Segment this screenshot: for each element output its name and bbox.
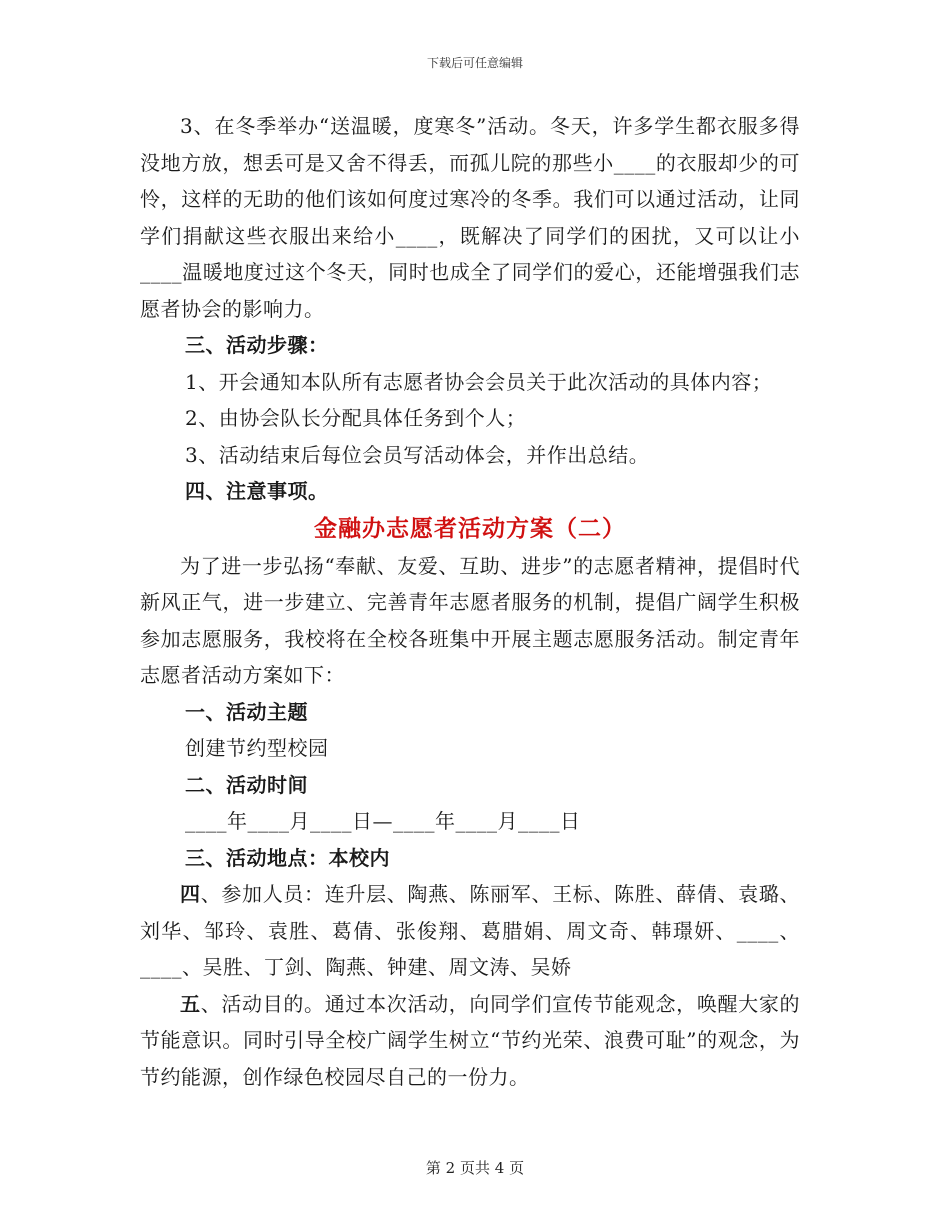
participants-text: 、参加人员：连升层、陶燕、陈丽军、王标、陈胜、薛倩、袁璐、刘华、邹玲、袁胜、葛倩、张俊翔、葛腊娟、周文奇、韩璟妍、____、____、吴胜、丁剑、陶燕、钟建、周文涛、吴娇 bbox=[140, 882, 801, 979]
step-3: 3、活动结束后每位会员写活动体会，并作出总结。 bbox=[185, 442, 650, 467]
participants-paragraph bbox=[140, 876, 800, 986]
theme-text: 创建节约型校园 bbox=[185, 736, 329, 760]
purpose-lead: 五 bbox=[180, 991, 201, 1016]
document-title: 金融办志愿者活动方案（二） bbox=[314, 514, 626, 542]
place-heading: 三、活动地点：本校内 bbox=[185, 845, 390, 870]
time-text: ____年____月____日—____年____月____日 bbox=[185, 809, 581, 833]
document-body bbox=[140, 108, 800, 1095]
notes-heading: 四、注意事项。 bbox=[185, 479, 329, 503]
theme-heading: 一、活动主题 bbox=[185, 699, 308, 724]
participants-lead: 四 bbox=[180, 882, 201, 906]
intro-paragraph: 为了进一步弘扬“奉献、友爱、互助、进步”的志愿者精神，提倡时代新风正气，进一步建立、完善青年志愿者服务的机制，提倡广阔学生积极参加志愿服务，我校将在全校各班集中开展主题志愿服务活动。制定青年志愿者活动方案如下： bbox=[140, 553, 800, 687]
activity-3-paragraph: 3、在冬季举办“送温暖，度寒冬”活动。冬天，许多学生都衣服多得没地方放，想丢可是又舍不得丢，而孤儿院的那些小____的衣服却少的可怜，这样的无助的他们该如何度过寒冷的冬季。我们可以通过活动，让同学们捐献这些衣服出来给小____，既解决了同学们的困扰，又可以让小____温暖地度过这个冬天，同时也成全了同学们的爱心，还能增强我们志愿者协会的影响力。 bbox=[140, 114, 800, 321]
step-1: 1、开会通知本队所有志愿者协会会员关于此次活动的具体内容； bbox=[185, 369, 773, 394]
purpose-paragraph bbox=[140, 986, 800, 1096]
page-header: 下载后可任意编辑 bbox=[426, 56, 523, 70]
page-footer: 第 2 页共 4 页 bbox=[425, 1159, 525, 1177]
time-heading: 二、活动时间 bbox=[185, 772, 308, 797]
steps-heading: 三、活动步骤： bbox=[185, 333, 329, 357]
step-2: 2、由协会队长分配具体任务到个人； bbox=[185, 406, 527, 430]
purpose-text: 、活动目的。通过本次活动，向同学们宣传节能观念，唤醒大家的节能意识。同时引导全校广阔学生树立“节约光荣、浪费可耻”的观念，为节约能源，创作绿色校园尽自己的一份力。 bbox=[140, 991, 801, 1089]
